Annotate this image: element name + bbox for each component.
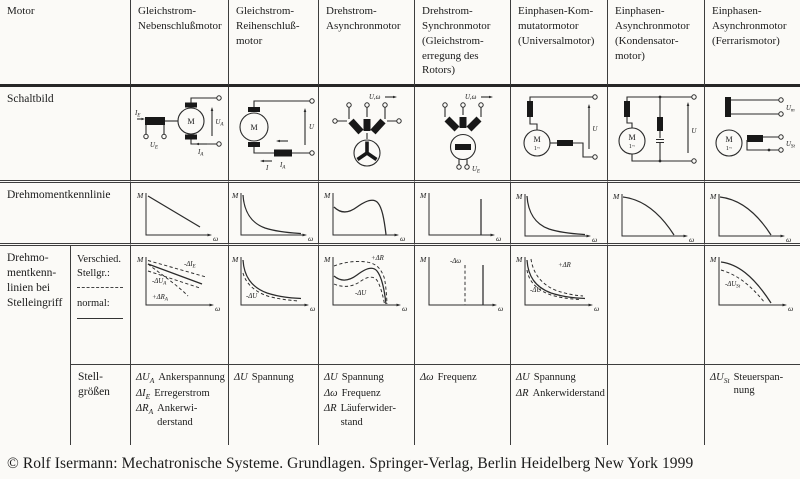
three-phase-sync-motor-diagram — [417, 91, 509, 183]
y-axis-label: M — [323, 255, 330, 264]
cell-schaltbild-kondensator — [607, 87, 704, 183]
x-axis-label: ω — [785, 235, 791, 244]
motor-phase-label: 1~ — [533, 146, 541, 152]
rotor-spokes — [357, 142, 376, 160]
actuated-torque-curves — [321, 250, 413, 322]
y-axis-label: M — [709, 255, 716, 264]
cell-stelleingriff-ferraris — [704, 246, 800, 365]
x-axis-label: ω — [212, 234, 218, 243]
annotation-label: -ΔU — [246, 293, 258, 300]
cell-kennlinie-asynchron — [318, 183, 414, 246]
stellgroesse-item: ΔR Läuferwiderstand — [324, 403, 396, 428]
stator-winding — [351, 121, 361, 132]
cell-schaltbild-asynchron — [318, 87, 414, 183]
armature-current-label: $I_A$ — [279, 162, 285, 171]
armature-voltage-label: $U_A$ — [215, 119, 224, 128]
motor-phase-label: 1~ — [628, 144, 636, 150]
motor-phase-label: 1~ — [725, 146, 732, 152]
annotation-label: -ΔU — [530, 287, 542, 294]
actuated-torque-curves — [513, 250, 605, 322]
stellgroesse-item: $\Delta U_A$ Ankerspannung — [136, 372, 225, 386]
cell-stellgroessen-kommutator — [510, 365, 607, 445]
cell-stellgroessen-reihenschluss — [228, 365, 318, 445]
universal-motor-circuit-diagram — [513, 91, 605, 179]
x-axis-label: ω — [497, 304, 503, 313]
actuated-torque-curves — [707, 250, 799, 322]
main-winding — [725, 97, 731, 117]
torque-curve-concave — [610, 187, 702, 245]
cell-kennlinie-ferraris — [704, 183, 800, 246]
motor-letter: M — [249, 123, 258, 132]
dashed-line-sample — [77, 287, 123, 288]
cell-schaltbild-ferraris — [704, 87, 800, 183]
armature-winding — [557, 140, 573, 146]
annotation-label: $+\Delta R_A$ — [151, 294, 168, 303]
armature-current-label: $I_A$ — [197, 149, 203, 158]
ferraris-motor-circuit-diagram — [707, 91, 799, 179]
cell-kennlinie-reihenschluss — [228, 183, 318, 246]
y-axis-label: M — [232, 191, 239, 200]
brush — [248, 142, 260, 147]
column-header: Drehstrom-Synchronmotor (Gleichstromerregung des Rotors) — [414, 0, 510, 87]
cell-kennlinie-kondensator — [607, 183, 704, 246]
capacitor — [656, 131, 664, 161]
motor-letter: M — [186, 117, 195, 126]
control-voltage-label: $U_{St}$ — [785, 141, 795, 150]
x-axis-label: ω — [401, 304, 407, 313]
annotation-label: $-\Delta U_{St}$ — [724, 281, 740, 290]
supply-label: U,ω — [464, 94, 476, 101]
voltage-label: U — [691, 128, 697, 135]
annotation-label: $-\Delta U_A$ — [151, 278, 166, 287]
annotation-label: -ΔU — [354, 290, 366, 297]
x-axis-label: ω — [214, 304, 220, 313]
field-winding — [145, 117, 165, 125]
legend-cell — [70, 246, 130, 365]
series-winding — [274, 150, 292, 157]
y-axis-label: M — [323, 191, 330, 200]
row-header-stelleingriff: Drehmomentkennlinien bei Stelleingriff — [7, 252, 63, 309]
column-header: Gleichstrom-Reihenschlußmotor — [228, 0, 318, 87]
excitation-voltage-label: $U_E$ — [471, 166, 480, 175]
field-voltage-label: $U_E$ — [149, 142, 158, 151]
stellgroesse-item: $\Delta U_{St}$ Steuerspannung — [710, 372, 784, 397]
legend-varied-label: Verschied. Stellgr.: — [77, 254, 122, 279]
copyright-line: © Rolf Isermann: Mechatronische Systeme. Grundlagen. Springer-Verlag, Berlin Heidelberg New York 1999 — [7, 455, 694, 472]
x-axis-label: ω — [308, 234, 314, 243]
y-axis-label: M — [419, 191, 426, 200]
stator-winding — [447, 119, 457, 129]
column-header: Drehstrom-Asynchronmotor — [318, 0, 414, 87]
cell-stellgroessen-kondensator — [607, 365, 704, 445]
cell-schaltbild-kommutator — [510, 87, 607, 183]
cell-stelleingriff-kondensator-empty — [607, 246, 704, 365]
annotation-label: $-\Delta I_E$ — [183, 261, 196, 270]
x-axis-label: ω — [399, 234, 405, 243]
cell-stelleingriff-kommutator — [510, 246, 607, 365]
legend-normal-label: normal: — [77, 298, 110, 310]
y-axis-label: M — [136, 191, 143, 200]
torque-curve-concave — [707, 187, 799, 245]
motor-letter: M — [533, 135, 541, 144]
stator-winding — [373, 121, 383, 132]
motor-letter: M — [628, 133, 636, 142]
auxiliary-winding — [657, 117, 663, 131]
column-header: Einphasen-Asynchronmotor (Ferrarismotor) — [704, 0, 800, 87]
cell-schaltbild-synchron — [414, 87, 510, 183]
brush — [185, 135, 197, 140]
row-header-kennlinie: Drehmomentkennlinie — [0, 183, 130, 246]
supply-label: U,ω — [368, 94, 380, 101]
mains-voltage-label: $U_m$ — [785, 105, 795, 114]
stellgroesse-item: Δω Frequenz — [324, 387, 381, 399]
three-phase-async-motor-diagram — [321, 91, 413, 179]
x-axis-label: ω — [787, 304, 793, 313]
column-header: Gleichstrom-Nebenschlußmotor — [130, 0, 228, 87]
annotation-label: +ΔR — [558, 262, 571, 269]
y-axis-label: M — [419, 255, 426, 264]
cell-stellgroessen-synchron — [414, 365, 510, 445]
series-motor-circuit-diagram — [230, 91, 318, 179]
actuated-torque-curves — [229, 250, 318, 322]
row-header-schaltbild: Schaltbild — [0, 87, 130, 183]
cell-kennlinie-kommutator — [510, 183, 607, 246]
y-axis-label: M — [516, 192, 523, 201]
x-axis-label: ω — [594, 304, 600, 313]
stellgroesse-item: $\Delta I_E$ Erregerstrom — [136, 387, 210, 401]
dc-excitation-winding — [455, 144, 471, 150]
y-axis-label: M — [613, 192, 620, 201]
column-header: Einphasen-Asynchronmotor (Kondensatormotor) — [607, 0, 704, 87]
stellgroesse-item: ΔU Spannung — [234, 372, 294, 383]
annotation-label: +ΔR — [370, 255, 384, 262]
y-axis-label: M — [232, 255, 239, 264]
x-axis-label: ω — [495, 234, 501, 243]
capacitor-motor-circuit-diagram — [610, 91, 702, 179]
cell-stelleingriff-asynchron — [318, 246, 414, 365]
actuated-torque-curves — [417, 250, 509, 322]
main-winding — [624, 101, 630, 117]
current-label: I — [265, 165, 268, 172]
stellgroesse-item: ΔU Spannung — [516, 372, 576, 383]
field-current-label: $I_E$ — [134, 110, 140, 119]
cell-stellgroessen-asynchron — [318, 365, 414, 445]
control-winding — [747, 135, 763, 142]
stellgroesse-item: ΔU Spannung — [324, 372, 384, 383]
brush — [248, 107, 260, 112]
field-winding — [527, 101, 533, 117]
torque-curve-hyperbolic — [513, 187, 605, 245]
stellgroesse-item: ΔR Ankerwiderstand — [516, 387, 605, 399]
row-header-motor: Motor — [0, 0, 130, 87]
x-axis-label: ω — [689, 235, 695, 244]
solid-line-sample — [77, 318, 123, 319]
torque-curve-hyperbolic — [229, 187, 318, 245]
brush — [185, 103, 197, 108]
x-axis-label: ω — [592, 235, 598, 244]
column-header: Einphasen-Kommutatormotor (Universalmotor) — [510, 0, 607, 87]
row-header-stellgroessen: Stellgrößen — [70, 365, 130, 445]
cell-stelleingriff-nebenschluss — [130, 246, 228, 365]
cell-stellgroessen-ferraris — [704, 365, 800, 445]
stellgroesse-item: $\Delta R_A$ Ankerwiderstand — [136, 403, 198, 428]
stellgroesse-item: Δω Frequenz — [420, 372, 477, 383]
annotation-label: -Δω — [449, 258, 461, 265]
cell-stelleingriff-synchron — [414, 246, 510, 365]
y-axis-label: M — [136, 255, 143, 264]
cell-stellgroessen-nebenschluss — [130, 365, 228, 445]
x-axis-label: ω — [310, 304, 316, 313]
y-axis-label: M — [516, 255, 523, 264]
torque-curve-breakdown — [321, 187, 413, 245]
y-axis-label: M — [709, 192, 716, 201]
actuated-torque-curves — [134, 250, 226, 322]
motor-letter: M — [724, 135, 733, 144]
cell-kennlinie-nebenschluss — [130, 183, 228, 246]
torque-curve-constant-speed — [417, 187, 509, 245]
cell-schaltbild-reihenschluss — [228, 87, 318, 183]
cell-schaltbild-nebenschluss — [130, 87, 228, 183]
stator-winding — [469, 119, 479, 129]
cell-kennlinie-synchron — [414, 183, 510, 246]
voltage-label: U — [592, 126, 598, 133]
voltage-label: U — [308, 124, 314, 131]
cell-stelleingriff-reihenschluss — [228, 246, 318, 365]
torque-curve-linear — [134, 187, 226, 245]
shunt-motor-circuit-diagram — [133, 91, 227, 179]
